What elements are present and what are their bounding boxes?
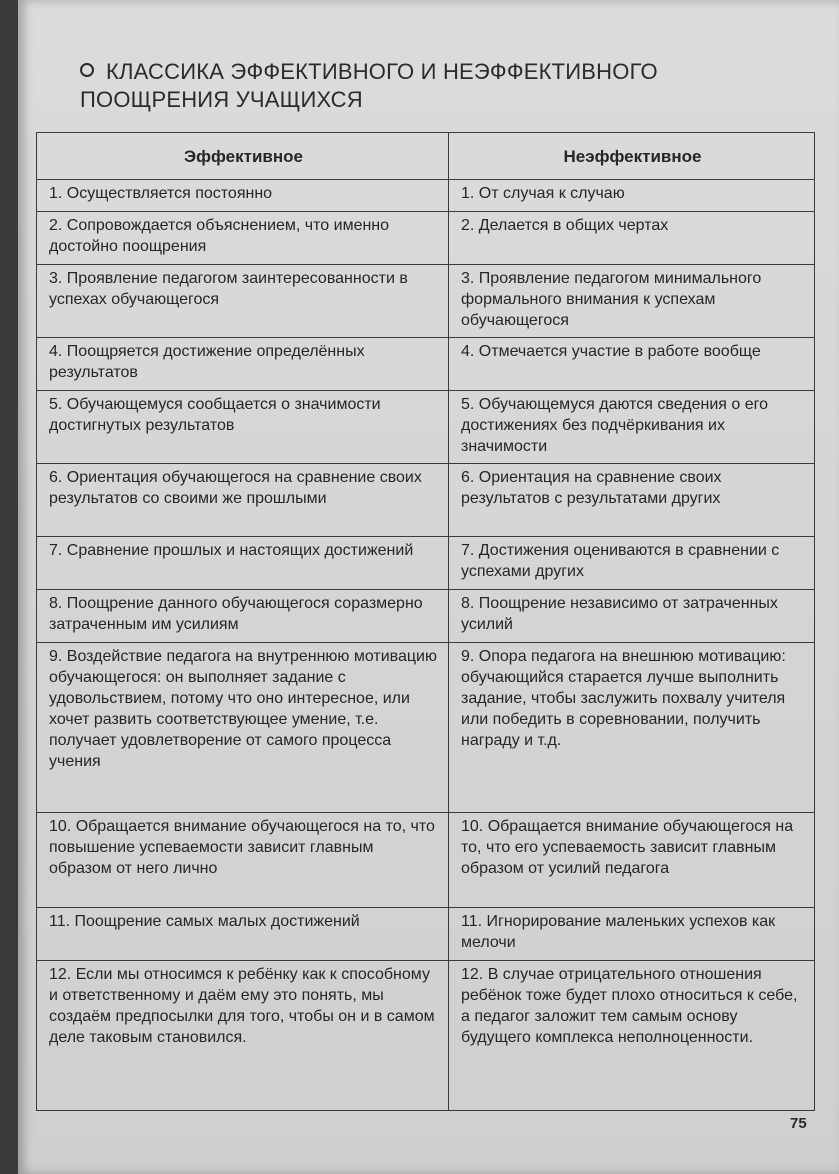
cell-effective: 9. Воздействие педагога на внутреннюю мотивацию обучающегося: он выполняет задание с удовольствием, потому что оно интересное, или хочет развить соответствующее умение, т.е. получает удовлетворение от самого процесса учения bbox=[37, 643, 449, 813]
cell-ineffective: 9. Опора педагога на внешнюю мотивацию: обучающийся старается лучше выполнить задание, чтобы заслужить похвалу учителя или победить в соревновании, получить награду и т.д. bbox=[449, 643, 815, 813]
cell-effective: 8. Поощрение данного обучающегося соразмерно затраченным им усилиям bbox=[37, 590, 449, 643]
cell-effective: 4. Поощряется достижение определённых результатов bbox=[37, 338, 449, 391]
table-row bbox=[37, 391, 815, 464]
cell-effective: 6. Ориентация обучающегося на сравнение своих результатов со своими же прошлыми bbox=[37, 464, 449, 537]
cell-ineffective: 11. Игнорирование маленьких успехов как мелочи bbox=[449, 908, 815, 961]
page-title bbox=[80, 58, 800, 114]
table-row bbox=[37, 813, 815, 908]
page-number: 75 bbox=[790, 1115, 807, 1132]
header-effective: Эффективное bbox=[37, 133, 449, 180]
cell-ineffective: 8. Поощрение независимо от затраченных усилий bbox=[449, 590, 815, 643]
cell-effective: 12. Если мы относимся к ребёнку как к способному и ответственному и даём ему это понять, мы создаём предпосылки для того, чтобы он и в самом деле таковым становился. bbox=[37, 961, 449, 1111]
table-row bbox=[37, 908, 815, 961]
cell-effective: 5. Обучающемуся сообщается о значимости достигнутых результатов bbox=[37, 391, 449, 464]
cell-effective: 7. Сравнение прошлых и настоящих достижений bbox=[37, 537, 449, 590]
cell-ineffective: 10. Обращается внимание обучающегося на то, что его успеваемость зависит главным образом от усилий педагога bbox=[449, 813, 815, 908]
table-row bbox=[37, 212, 815, 265]
cell-effective: 1. Осуществляется постоянно bbox=[37, 180, 449, 212]
cell-effective: 11. Поощрение самых малых достижений bbox=[37, 908, 449, 961]
cell-effective: 10. Обращается внимание обучающегося на то, что повышение успеваемости зависит главным образом от него лично bbox=[37, 813, 449, 908]
table-row bbox=[37, 464, 815, 537]
cell-ineffective: 12. В случае отрицательного отношения ребёнок тоже будет плохо относиться к себе, а педагог заложит тем самым основу будущего комплекса неполноценности. bbox=[449, 961, 815, 1111]
header-ineffective: Неэффективное bbox=[449, 133, 815, 180]
circle-bullet-icon bbox=[80, 63, 94, 77]
cell-ineffective: 5. Обучающемуся даются сведения о его достижениях без подчёркивания их значимости bbox=[449, 391, 815, 464]
table-row bbox=[37, 537, 815, 590]
cell-ineffective: 4. Отмечается участие в работе вообще bbox=[449, 338, 815, 391]
cell-effective: 2. Сопровождается объяснением, что именно достойно поощрения bbox=[37, 212, 449, 265]
comparison-table bbox=[36, 132, 815, 1111]
table-row bbox=[37, 961, 815, 1111]
table-row bbox=[37, 590, 815, 643]
header-row bbox=[37, 133, 815, 180]
cell-ineffective: 2. Делается в общих чертах bbox=[449, 212, 815, 265]
table-row bbox=[37, 338, 815, 391]
table-row bbox=[37, 643, 815, 813]
cell-effective: 3. Проявление педагогом заинтересованности в успехах обучающегося bbox=[37, 265, 449, 338]
cell-ineffective: 3. Проявление педагогом минимального формального внимания к успехам обучающегося bbox=[449, 265, 815, 338]
cell-ineffective: 6. Ориентация на сравнение своих результатов с результатами других bbox=[449, 464, 815, 537]
title-text: КЛАССИКА ЭФФЕКТИВНОГО И НЕЭФФЕКТИВНОГО ПООЩРЕНИЯ УЧАЩИХСЯ bbox=[80, 59, 658, 112]
table-row bbox=[37, 180, 815, 212]
cell-ineffective: 1. От случая к случаю bbox=[449, 180, 815, 212]
cell-ineffective: 7. Достижения оцениваются в сравнении с успехами других bbox=[449, 537, 815, 590]
table-row bbox=[37, 265, 815, 338]
